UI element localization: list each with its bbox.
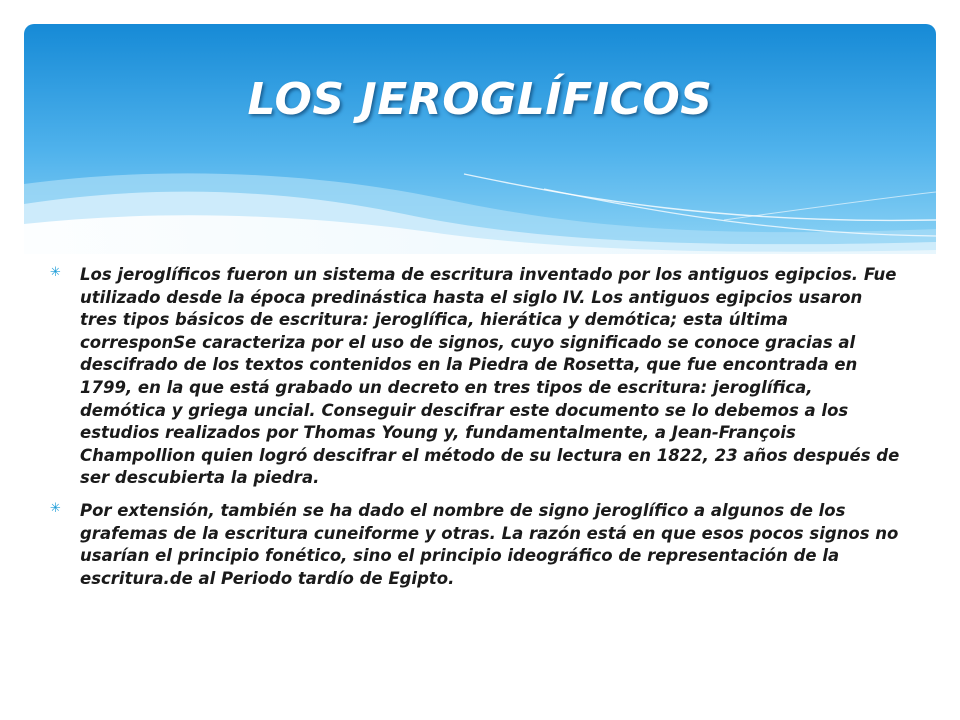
bullet-list [44, 264, 904, 600]
header-banner [24, 24, 936, 254]
sky-wave-background [24, 24, 936, 254]
list-item [44, 264, 904, 490]
bullet-text: Por extensión, también se ha dado el nombre de signo jeroglífico a algunos de los grafemas de la escritura cuneiforme y otras. La razón está en que esos pocos signos no usarían el principio fonético, sino el principio ideográfico de representación de la escritura.de al Periodo tardío de Egipto. [80, 500, 899, 588]
asterisk-bullet-icon: ✳ [50, 265, 61, 280]
asterisk-bullet-icon: ✳ [50, 500, 61, 516]
list-item [44, 500, 904, 590]
page-title: LOS JEROGLÍFICOS [247, 74, 713, 125]
bullet-text: Los jeroglíficos fueron un sistema de escritura inventado por los antiguos egipcios. Fue utilizado desde la época predinástica hasta el siglo IV. Los antiguos egipcios usaron tres tipos básicos de escritura: jeroglífica, hierática y demótica; esta última corresponSe caracteriza por el uso de signos, cuyo significado se conoce gracias al descifrado de los textos contenidos en la Piedra de Rosetta, que fue encontrada en 1799, en la que está grabado un decreto en tres tipos de escritura: jeroglífica, demótica y griega uncial. Conseguir descifrar este documento se lo debemos a los estudios realizados por Thomas Young y, fundamentalmente, a Jean-François Champollion quien logró descifrar el método de su lectura en 1822, 23 años después de ser descubierta la piedra. [80, 265, 900, 488]
